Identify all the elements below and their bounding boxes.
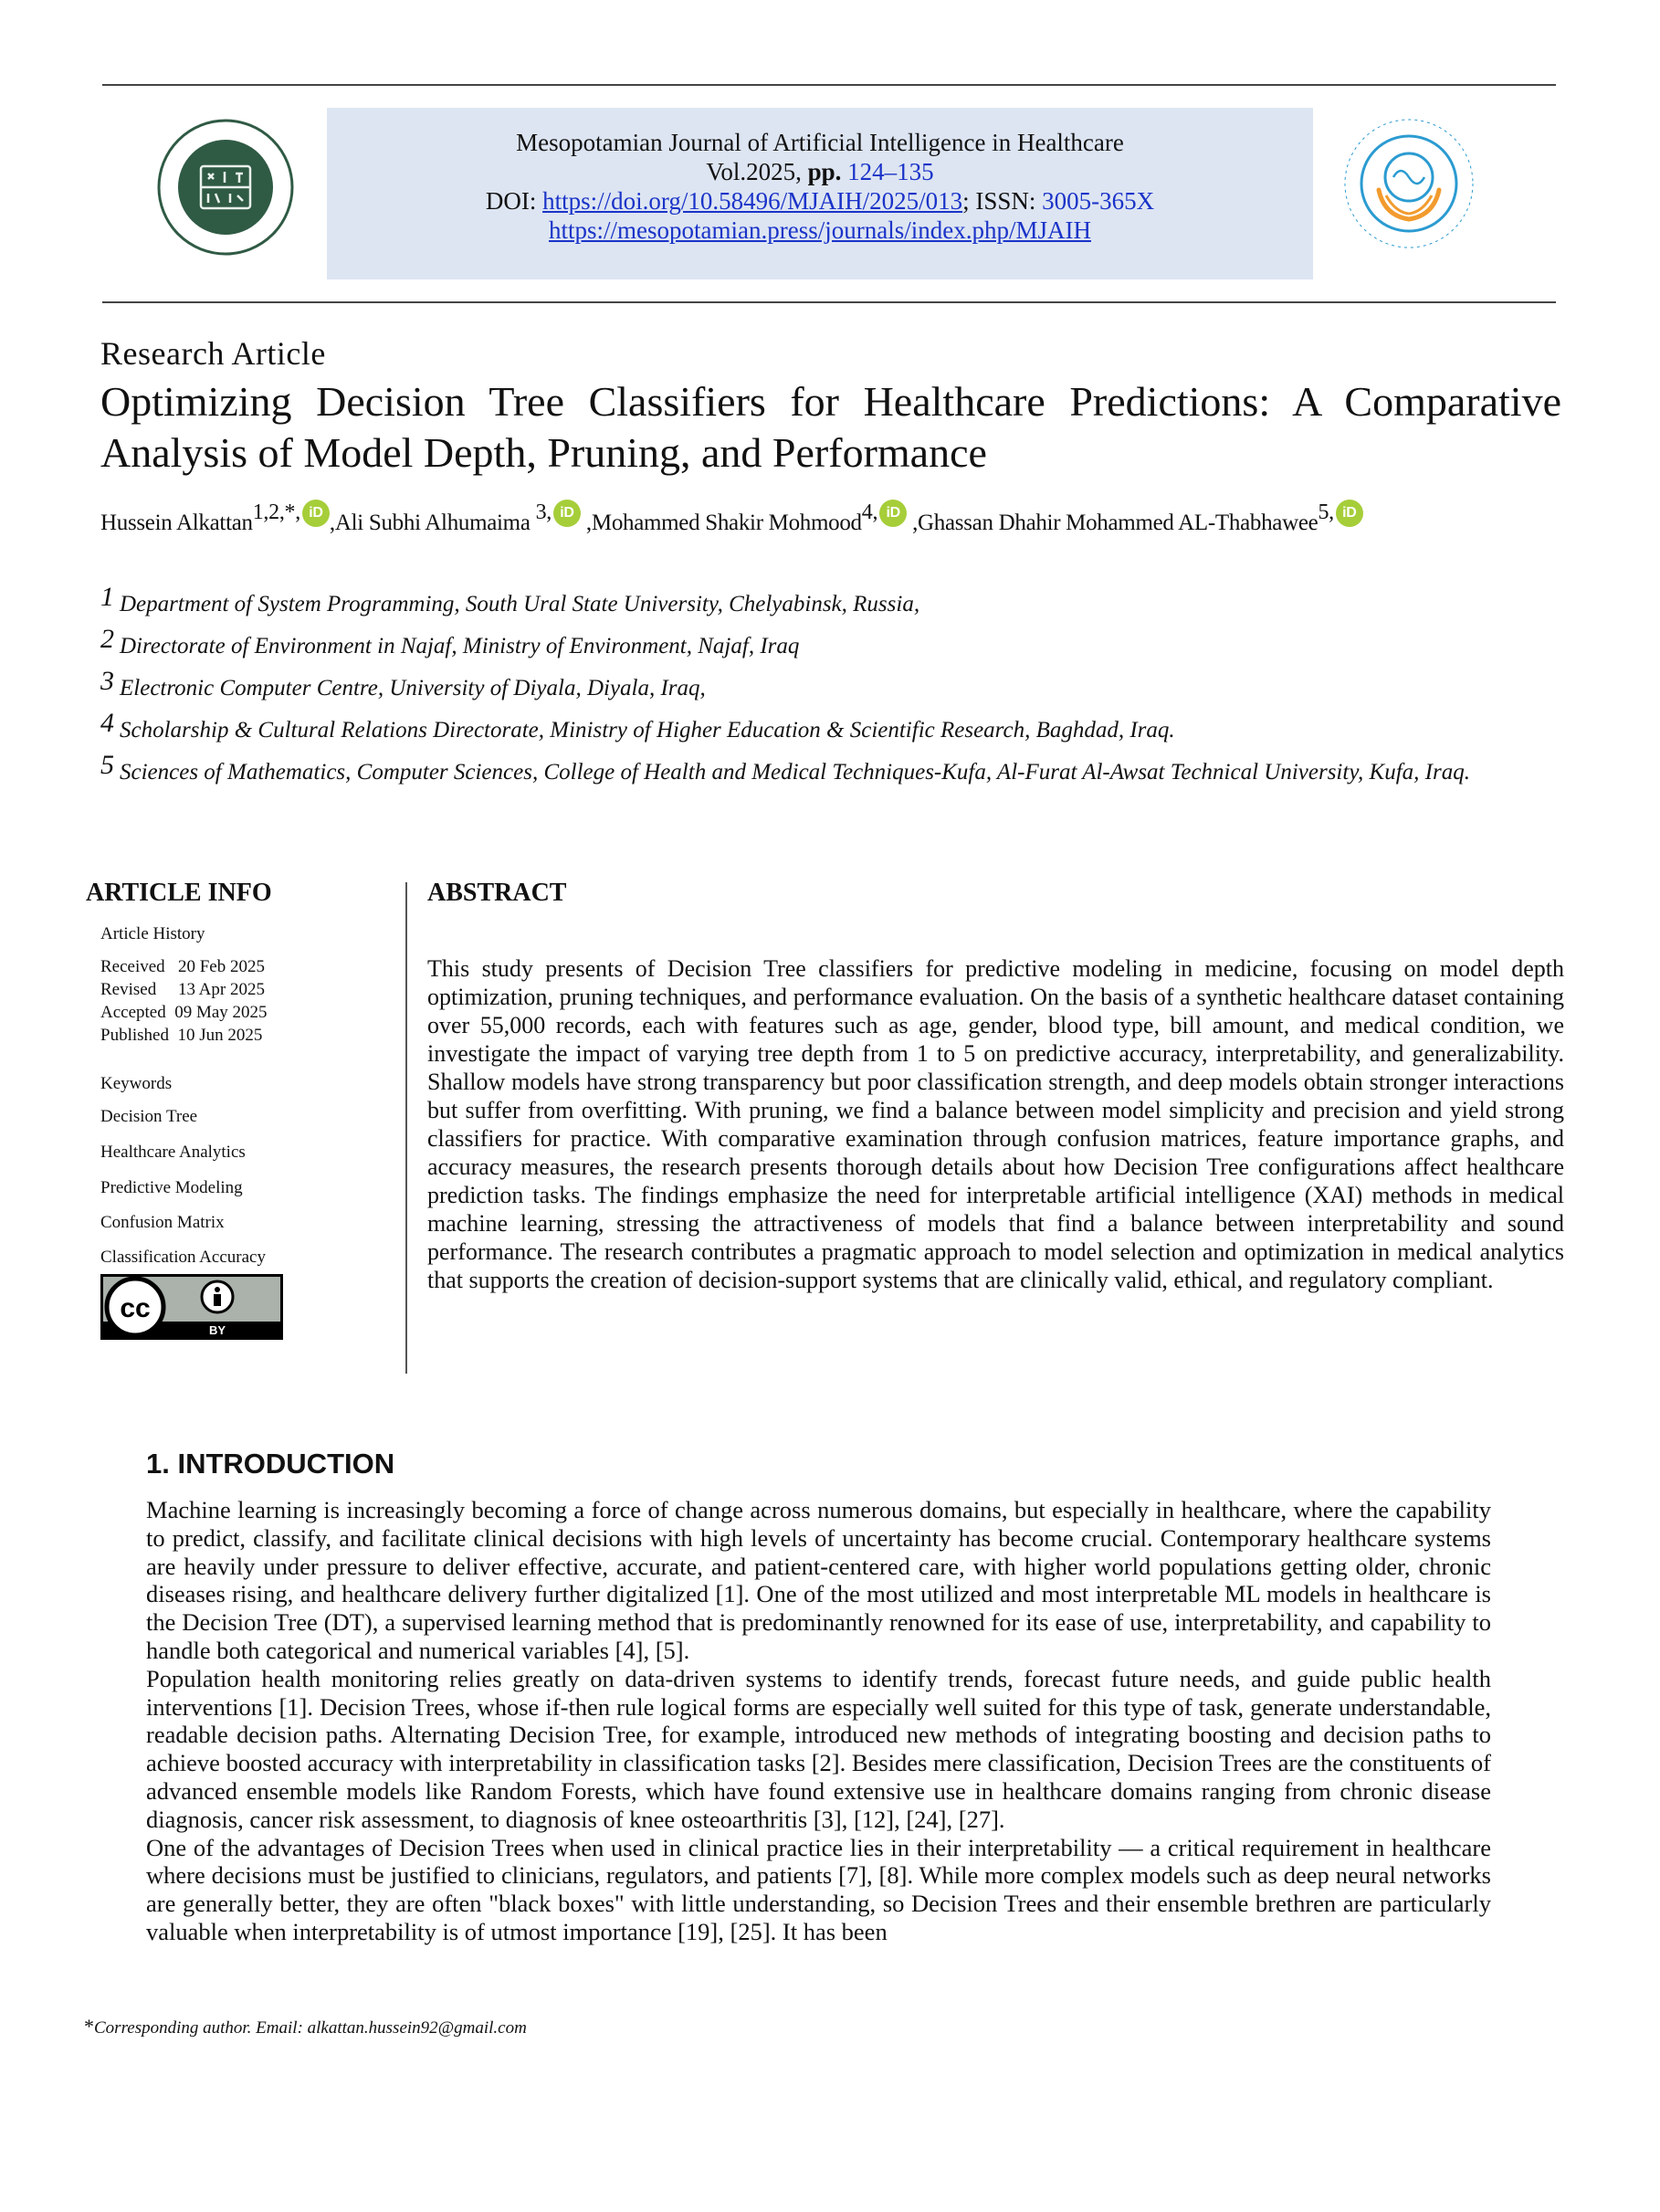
abstract-heading: ABSTRACT — [427, 879, 567, 907]
author-affiliation-mark: 1,2,*, — [252, 500, 300, 524]
introduction-body — [146, 1496, 1491, 1946]
paper-title: Optimizing Decision Tree Classifiers for Healthcare Predictions: A Comparative Analysis of Model Depth, Pruning, and Performance — [100, 378, 1561, 476]
publisher-logo — [157, 119, 294, 256]
author-affiliation-mark: 3, — [535, 500, 552, 524]
journal-logo — [1331, 106, 1487, 261]
issn-label: ; ISSN: — [962, 187, 1036, 215]
affiliation: 5 Sciences of Mathematics, Computer Sciences, College of Health and Medical Techniques-Kufa, Al-Furat Al-Awsat Technical University, Kufa, Iraq. — [100, 750, 1470, 785]
cc-icon: cc — [120, 1293, 151, 1323]
top-rule — [102, 84, 1556, 86]
journal-url-link[interactable]: https://mesopotamian.press/journals/index.php/MJAIH — [549, 216, 1091, 244]
header-bottom-rule — [102, 301, 1556, 303]
keyword: Healthcare Analytics — [100, 1143, 246, 1162]
author-name: ,Ghassan Dhahir Mohammed AL-Thabhawee — [907, 511, 1319, 535]
article-info-heading: ARTICLE INFO — [86, 879, 272, 907]
paragraph: One of the advantages of Decision Trees when used in clinical practice lies in their interpretability — a critical requirement in healthcare where decisions must be justified to clinicians, regulators, and patients [7], [8]. While more complex models such as deep neural networks are generally better, they are often "black boxes" with little understanding, so Decision Trees and their ensemble brethren are particularly valuable when interpretability is of utmost importance [19], [25]. It has been — [146, 1833, 1491, 1945]
keyword: Predictive Modeling — [100, 1178, 243, 1197]
author-name: ,Ali Subhi Alhumaima — [329, 511, 536, 535]
author-affiliation-mark: 4, — [861, 500, 878, 524]
abstract-text: This study presents of Decision Tree classifiers for predictive modeling in medicine, focusing on model depth optimization, pruning techniques, and performance evaluation. On the basis of a synthetic healthcare dataset containing over 55,000 records, each with features such as age, gender, blood type, bill amount, and medical condition, we investigate the impact of varying tree depth from 1 to 5 on predictive accuracy, interpretability, and generalizability. Shallow models have strong transparency but poor classification strength, and deep models obtain stronger interactions but suffer from overfitting. With pruning, we find a balance between model simplicity and precision and yield strong classifiers for practice. With comparative examination through confusion matrices, feature importance graphs, and accuracy measures, the research presents thorough details about how Decision Tree configurations affect healthcare prediction tasks. The findings emphasize the need for interpretable artificial intelligence (XAI) methods in medical machine learning, stressing the attractiveness of models that find a balance between interpretability and sound performance. The research contributes a pragmatic approach to model selection and optimization in medical analytics that supports the creation of decision-support systems that are clinically valid, ethical, and regulatory compliant. — [427, 955, 1564, 1293]
doi-label: DOI: — [485, 187, 537, 215]
column-divider — [405, 882, 407, 1374]
cc-by-license-badge[interactable] — [100, 1274, 283, 1340]
affiliation: 3 Electronic Computer Centre, University of Diyala, Diyala, Iraq, — [100, 666, 706, 700]
keyword: Classification Accuracy — [100, 1248, 266, 1267]
affiliation: 4 Scholarship & Cultural Relations Directorate, Ministry of Higher Education & Scientific Research, Baghdad, Iraq. — [100, 708, 1175, 743]
keywords-label: Keywords — [100, 1074, 173, 1093]
orcid-icon[interactable]: iD — [302, 500, 330, 527]
keyword: Decision Tree — [100, 1107, 198, 1126]
history-accepted: Accepted 09 May 2025 — [100, 1003, 268, 1022]
volume: Vol.2025, — [706, 158, 802, 185]
affiliation: 1 Department of System Programming, South Ural State University, Chelyabinsk, Russia, — [100, 582, 920, 616]
orcid-icon[interactable]: iD — [879, 500, 907, 527]
history-published: Published 10 Jun 2025 — [100, 1026, 263, 1045]
orcid-icon[interactable]: iD — [1336, 500, 1363, 527]
section-heading-introduction: 1. INTRODUCTION — [146, 1448, 395, 1480]
journal-header — [327, 108, 1313, 279]
doi-line — [327, 186, 1313, 216]
keyword: Confusion Matrix — [100, 1213, 225, 1232]
issn-value: 3005-365X — [1042, 187, 1155, 215]
volume-pages — [327, 157, 1313, 186]
doi-link[interactable]: https://doi.org/10.58496/MJAIH/2025/013 — [542, 187, 963, 215]
article-type: Research Article — [100, 335, 326, 372]
history-label: Article History — [100, 924, 205, 943]
corresponding-author-footnote — [84, 2015, 527, 2038]
paragraph: Machine learning is increasingly becoming a force of change across numerous domains, but especially in healthcare, where the capability to predict, classify, and facilitate clinical decisions with high levels of uncertainty has become crucial. Contemporary healthcare systems are heavily under pressure to deliver effective, accurate, and patient-centered care, with higher world populations getting older, chronic diseases rising, and healthcare delivery further digitalized [1]. One of the most utilized and most interpretable ML models in healthcare is the Decision Tree (DT), a supervised learning method that is predominantly renowned for its ease of use, interpretability, and capability to handle both categorical and numerical variables [4], [5]. — [146, 1496, 1491, 1664]
journal-name: Mesopotamian Journal of Artificial Intelligence in Healthcare — [516, 129, 1124, 156]
author-affiliation-mark: 5, — [1318, 500, 1334, 524]
history-received: Received 20 Feb 2025 — [100, 957, 265, 976]
affiliation: 2 Directorate of Environment in Najaf, Ministry of Environment, Najaf, Iraq — [100, 624, 800, 658]
history-revised: Revised 13 Apr 2025 — [100, 980, 265, 999]
by-icon: BY — [208, 1323, 226, 1337]
author-name: Hussein Alkattan — [100, 511, 253, 535]
page-range: 124–135 — [847, 158, 934, 185]
footnote-star: * — [84, 2015, 94, 2038]
orcid-icon[interactable]: iD — [553, 500, 581, 527]
author-name: ,Mohammed Shakir Mohmood — [580, 511, 862, 535]
author-list — [100, 500, 1580, 540]
paragraph: Population health monitoring relies greatly on data-driven systems to identify trends, forecast future needs, and guide public health interventions [1]. Decision Trees, whose if-then rule logical forms are especially well suited for this type of task, generate understandable, readable decision paths. Alternating Decision Tree, for example, introduced new methods of integrating boosting and decision paths to achieve boosted accuracy with interpretability in classification tasks [2]. Besides mere classification, Decision Trees are the constituents of advanced ensemble models like Random Forests, which have found extensive use in healthcare domains ranging from chronic disease diagnosis, cancer risk assessment, to diagnosis of knee osteoarthritis [3], [12], [24], [27]. — [146, 1664, 1491, 1833]
pp-label: pp. — [807, 158, 842, 185]
footnote-text: Corresponding author. Email: alkattan.hussein92@gmail.com — [94, 2018, 527, 2038]
